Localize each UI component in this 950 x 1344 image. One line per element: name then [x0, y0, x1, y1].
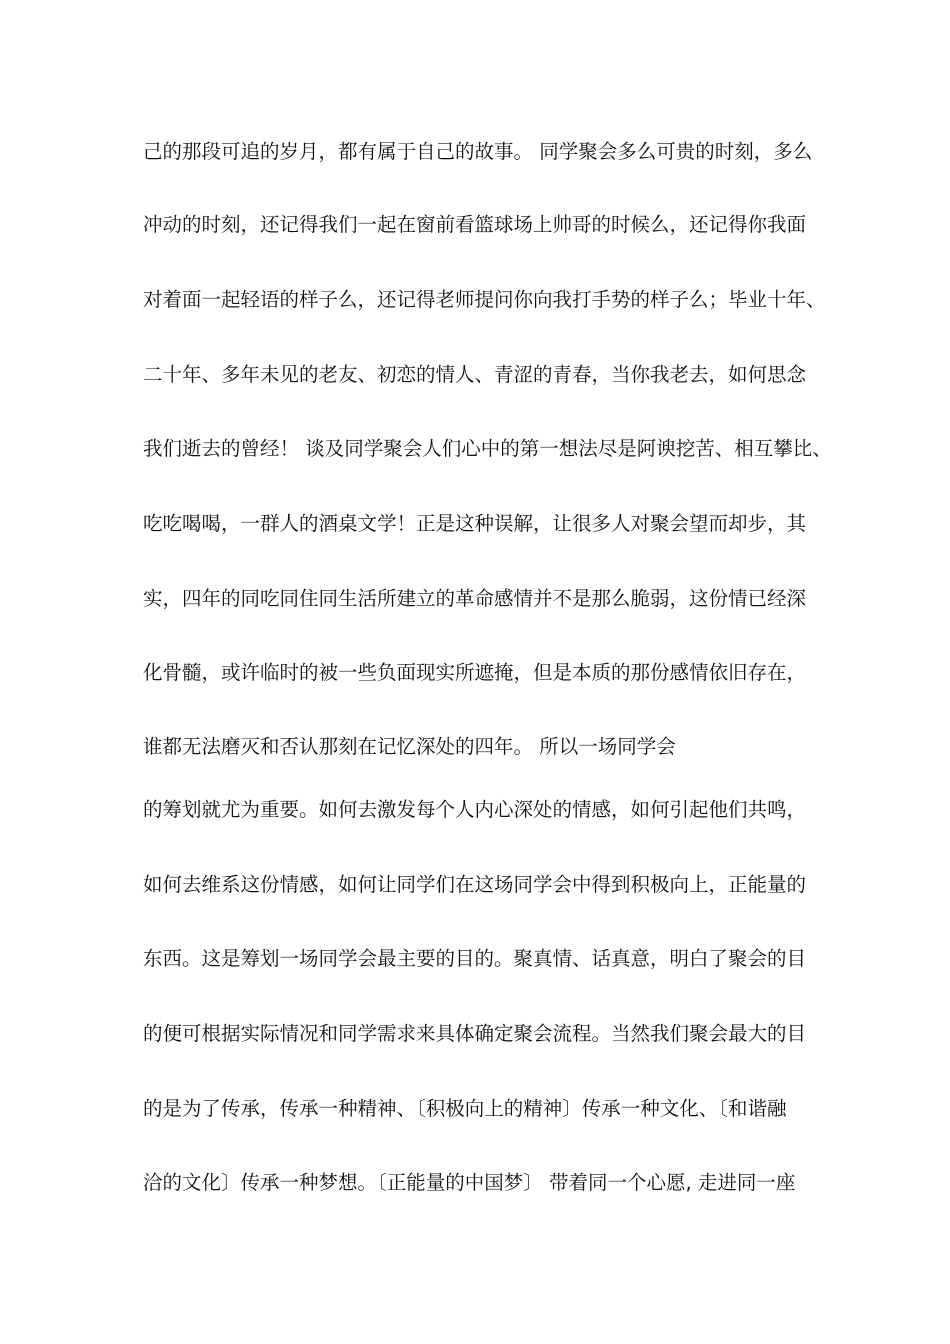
body-text-line: 谁都无法磨灭和否认那刻在记忆深处的四年。 所以一场同学会	[143, 735, 676, 758]
body-text-line: 实，四年的同吃同住同生活所建立的革命感情并不是那么脆弱，这份情已经深	[143, 587, 807, 610]
body-text-line: 冲动的时刻，还记得我们一起在窗前看篮球场上帅哥的时候么，还记得你我面	[143, 213, 807, 236]
body-text-line: 吃吃喝喝，一群人的酒桌文学！正是这种误解，让很多人对聚会望而却步，其	[143, 512, 807, 535]
body-text-line: 的便可根据实际情况和同学需求来具体确定聚会流程。当然我们聚会最大的目	[143, 1022, 807, 1045]
body-text-line: 对着面一起轻语的样子么，还记得老师提问你向我打手势的样子么；毕业十年、	[143, 288, 826, 311]
body-text-line: 己的那段可追的岁月，都有属于自己的故事。 同学聚会多么可贵的时刻，多么	[143, 140, 813, 163]
body-text-line: 二十年、多年未见的老友、初恋的情人、青涩的青春，当你我老去，如何思念	[143, 363, 807, 386]
body-text-line: 如何去维系这份情感，如何让同学们在这场同学会中得到积极向上，正能量的	[143, 873, 807, 896]
body-text-line: 的是为了传承，传承一种精神、〔积极向上的精神〕传承一种文化、〔和谐融	[143, 1097, 787, 1120]
body-text-line: 洽的文化〕传承一种梦想。〔正能量的中国梦〕 带着同一个心愿, 走进同一座	[143, 1171, 796, 1194]
body-text-line: 的筹划就尤为重要。如何去激发每个人内心深处的情感，如何引起他们共鸣，	[143, 798, 807, 821]
body-text-line: 我们逝去的曾经！ 谈及同学聚会人们心中的第一想法尽是阿谀挖苦、相互攀比、	[143, 437, 832, 460]
body-text-line: 东西。这是筹划一场同学会最主要的目的。聚真情、话真意，明白了聚会的目	[143, 947, 807, 970]
body-text-line: 化骨髓，或许临时的被一些负面现实所遮掩，但是本质的那份感情依旧存在，	[143, 661, 807, 684]
